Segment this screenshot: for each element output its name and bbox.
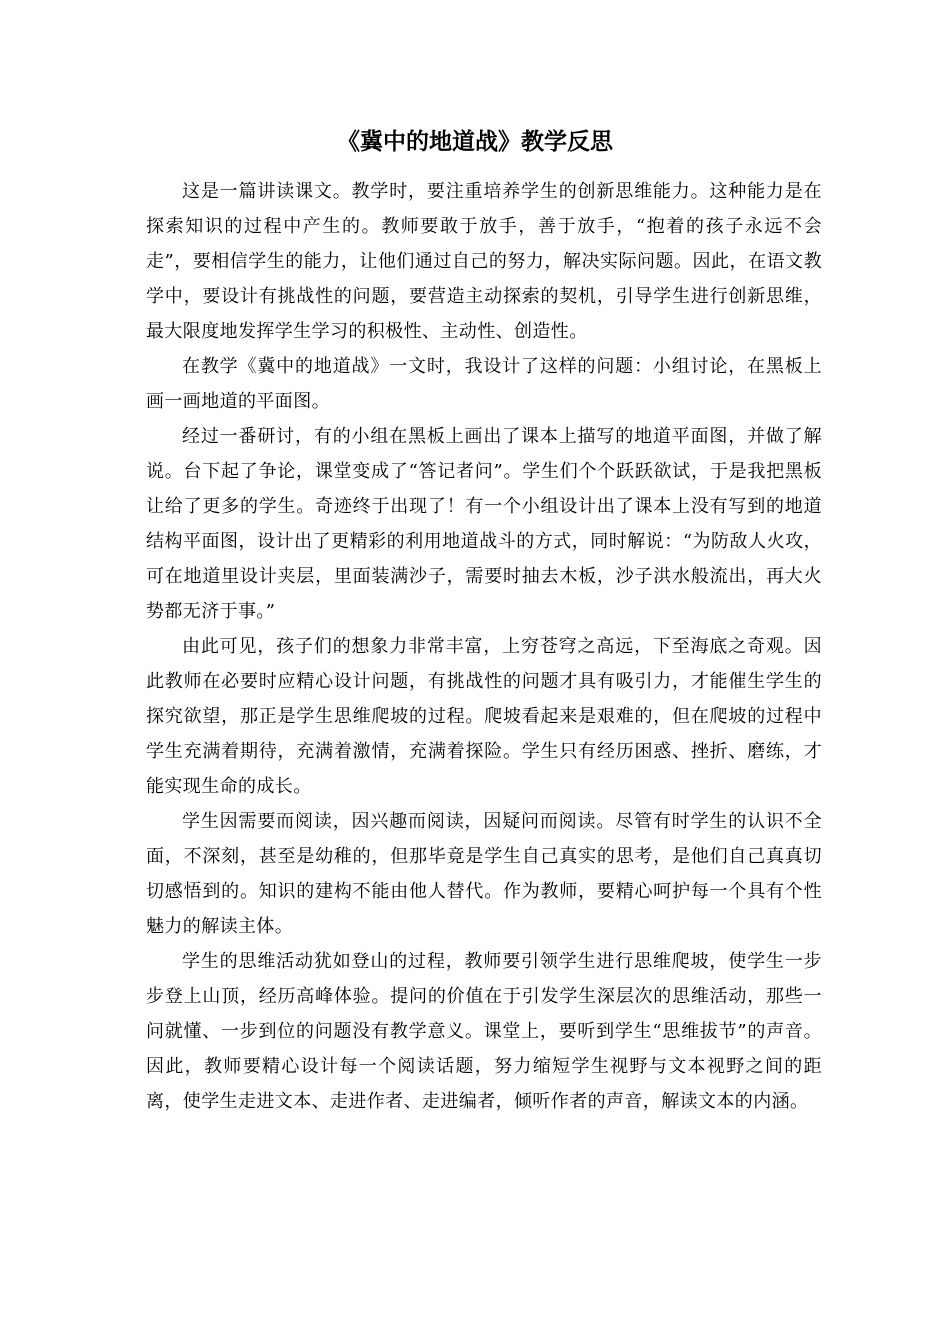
paragraph-6: 学生的思维活动犹如登山的过程，教师要引领学生进行思维爬坡，使学生一步步登上山顶，经历高峰体验。提问的价值在于引发学生深层次的思维活动，那些一问就懂、一步到位的问题没有教学意义。课堂上，要听到学生“思维拔节”的声音。因此，教师要精心设计每一个阅读话题，努力缩短学生视野与文本视野之间的距离，使学生走进文本、走进作者、走进编者，倾听作者的声音，解读文本的内涵。 (146, 951, 822, 1112)
document-body (146, 174, 822, 1119)
paragraph-2: 在教学《冀中的地道战》一文时，我设计了这样的问题：小组讨论，在黑板上画一画地道的平面图。 (146, 356, 822, 412)
paragraph-1: 这是一篇讲读课文。教学时，要注重培养学生的创新思维能力。这种能力是在探索知识的过程中产生的。教师要敢于放手，善于放手，“抱着的孩子永远不会走”，要相信学生的能力，让他们通过自己的努力，解决实际问题。因此，在语文教学中，要设计有挑战性的问题，要营造主动探索的契机，引导学生进行创新思维，最大限度地发挥学生学习的积极性、主动性、创造性。 (146, 181, 822, 342)
paragraph-5: 学生因需要而阅读，因兴趣而阅读，因疑问而阅读。尽管有时学生的认识不全面，不深刻，甚至是幼稚的，但那毕竟是学生自己真实的思考，是他们自己真真切切感悟到的。知识的建构不能由他人替代。作为教师，要精心呵护每一个具有个性魅力的解读主体。 (146, 811, 822, 937)
paragraph-4: 由此可见，孩子们的想象力非常丰富，上穷苍穹之高远，下至海底之奇观。因此教师在必要时应精心设计问题，有挑战性的问题才具有吸引力，才能催生学生的探究欲望，那正是学生思维爬坡的过程。爬坡看起来是艰难的，但在爬坡的过程中学生充满着期待，充满着激情，充满着探险。学生只有经历困惑、挫折、磨练，才能实现生命的成长。 (146, 636, 822, 797)
document-title: 《冀中的地道战》教学反思 (337, 128, 613, 155)
paragraph-3: 经过一番研讨，有的小组在黑板上画出了课本上描写的地道平面图，并做了解说。台下起了争论，课堂变成了“答记者问”。学生们个个跃跃欲试，于是我把黑板让给了更多的学生。奇迹终于出现了！有一个小组设计出了课本上没有写到的地道结构平面图，设计出了更精彩的利用地道战斗的方式，同时解说：“为防敌人火攻，可在地道里设计夹层，里面装满沙子，需要时抽去木板，沙子洪水般流出，再大火势都无济于事。” (146, 426, 822, 622)
